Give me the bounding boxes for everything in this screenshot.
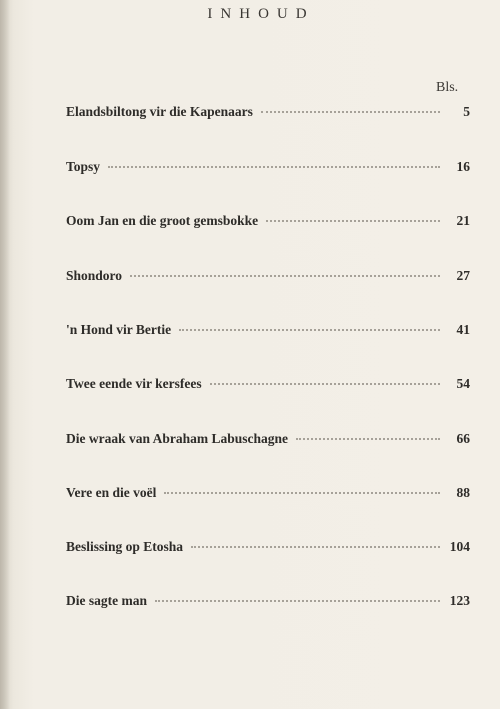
toc-entry-page: 5 [463, 104, 470, 119]
dot-leader [266, 219, 440, 222]
toc-entry-page: 16 [456, 159, 470, 174]
dot-leader [164, 491, 440, 494]
toc-entry-title: Twee eende vir kersfees [66, 376, 202, 391]
dot-leader [130, 274, 440, 277]
toc-entry-title: Vere en die voël [66, 485, 157, 500]
toc-entry-title: Elandsbiltong vir die Kapenaars [66, 104, 253, 119]
dot-leader [191, 545, 440, 548]
page-title: INHOUD [207, 6, 315, 22]
toc-entry-title: Shondoro [66, 268, 123, 283]
toc-entry [66, 431, 470, 449]
toc-entry-title: Topsy [66, 159, 101, 174]
dot-leader [108, 165, 440, 168]
toc-entry [66, 539, 470, 557]
toc-entry-page: 54 [456, 376, 470, 391]
toc-entry [66, 159, 470, 177]
toc-entry [66, 104, 470, 122]
toc-entry-page: 123 [449, 593, 470, 608]
toc-entry [66, 322, 470, 340]
toc-entry-title: Oom Jan en die groot gemsbokke [66, 213, 259, 228]
toc-entry-page: 21 [456, 213, 470, 228]
toc-entry [66, 213, 470, 231]
dot-leader [179, 328, 440, 331]
toc-entry-title: 'n Hond vir Bertie [66, 322, 172, 337]
dot-leader [261, 110, 440, 113]
toc-entry [66, 593, 470, 611]
toc-entry [66, 485, 470, 503]
toc-entry-page: 27 [456, 268, 470, 283]
dot-leader [210, 382, 440, 385]
toc-entry-page: 66 [456, 431, 470, 446]
toc-entry-title: Beslissing op Etosha [66, 539, 184, 554]
toc-entry-page: 104 [449, 539, 470, 554]
page-column-label: Bls. [436, 80, 459, 95]
toc-entry-title: Die sagte man [66, 593, 147, 608]
toc-entry-page: 88 [456, 485, 470, 500]
toc-entry [66, 268, 470, 286]
dot-leader [155, 599, 440, 602]
toc-entry [66, 376, 470, 394]
toc-entry-page: 41 [456, 322, 470, 337]
toc-entry-title: Die wraak van Abraham Labuschagne [66, 431, 289, 446]
dot-leader [296, 437, 440, 440]
